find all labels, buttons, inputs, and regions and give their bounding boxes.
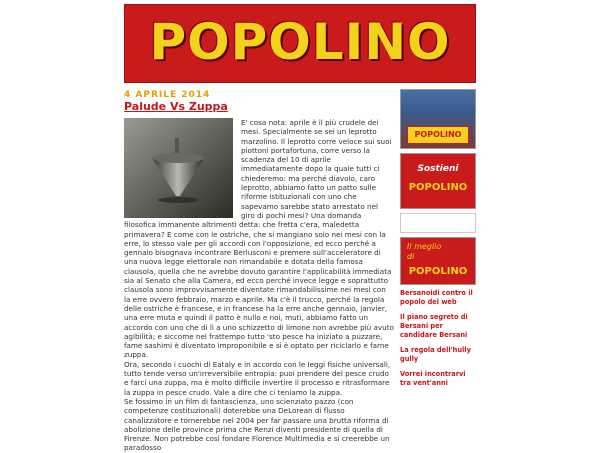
- sostieni-line1: Sostieni: [417, 164, 459, 174]
- sostieni-banner[interactable]: [400, 153, 476, 209]
- meglio-line2: di: [407, 252, 415, 261]
- best-of-link[interactable]: Il piano segreto di Bersani per candidare Bersani: [400, 313, 468, 339]
- meglio-line1: Il meglio: [407, 242, 442, 251]
- post-paragraph: Se fossimo in un film di fantascienza, uno scienziato pazzo (con competenze costituzionali) doterebbe una DeLorean di flusso canalizzatore e tornerebbe nel 2004 per far passare una brutta riforma di abolizione delle province prima che Renzi diventi presidente di quella di Firenze. Non potrebbe così fondare Florence Multimedia e si creerebbe un paradosso: [124, 396, 390, 453]
- post-title-link[interactable]: Palude Vs Zuppa: [124, 100, 228, 113]
- post-date: 4 APRILE 2014: [124, 90, 211, 100]
- sidebar-empty-box: [400, 213, 476, 233]
- best-of-link[interactable]: La regola dell'hully gully: [400, 346, 471, 363]
- blog-header-banner[interactable]: [124, 4, 476, 83]
- post-paragraph: E' cosa nota: aprile è il più crudele dei mesi. Specialmente se sei un leprotto marzolino. Il leprotto corre veloce sui suoi piottoni portafortuna, corre verso la scadenza del 10 di aprile immediatamente dopo la quale tutti ci chiederemo: ma perché diavolo, caro leprotto, abbiamo fatto un patto sulle riforme istituzionali con uno che sapevamo sarebbe stato arrestato nel giro di pochi mesi? Una domanda filosofica immanente altrimenti detta: che fretta c'era, maledetta primavera? E come con le ostriche, che si mangiano solo nei mesi con la erre, lo stesso vale per gli accordi con l'opposizione, ed ecco perché a gennaio bisognava incontrare Berlusconi e premere sull'acceleratore di una nuova legge elettorale non rimandabile e dotata della famosa clausola, quella che ne avrebbe dovuto garantire l'applicabilità immediata sia al Senato che alla Camera, ed ecco perché invece legge e soprattutto clausola sono improvvisamente diventate rimandabilissime nei mesi con la erre ovvero febbraio, marzo e aprile. Ma c'è il trucco, perché la regola delle ostriche è francese, e in francese ha la erre anche gennaio, janvier, una erre muta e quindi il patto è nullo e noi, muti, abbiamo fatto un accordo con uno che di lì a uno schizzetto di limone non avrebbe più avuto agibilità; e siccome nel frattempo tutto 'sto pesce ha iniziato a puzzare, fame sashimi è diventato improponibile e si è optato per riciclarlo e farne zuppa.: [124, 118, 394, 360]
- sostieni-line2: POPOLINO: [408, 182, 468, 193]
- blog-logo: POPOLINO: [149, 13, 451, 71]
- il-meglio-banner[interactable]: [400, 237, 476, 285]
- meglio-line3: POPOLINO: [408, 266, 468, 277]
- superhero-label: POPOLINO: [407, 126, 469, 144]
- best-of-links: [400, 289, 476, 388]
- post-body: [124, 118, 394, 453]
- superhero-banner[interactable]: [400, 89, 476, 149]
- sidebar: [400, 89, 476, 394]
- best-of-link[interactable]: Vorrei incontrarvi tra vent'anni: [400, 370, 466, 387]
- best-of-link[interactable]: Bersanoidi contro il popolo del web: [400, 289, 473, 306]
- post-paragraph: Ora, secondo i cuochi di Eataly e in accordo con le leggi fisiche universali, tutto tende verso un'irreversibile entropia: puoi prendere del pesce crudo e farci una zuppa, ma è molto difficile invertire il processo e ritrasformare la zuppa in pesce crudo. Vale a dire che ci teniamo la zuppa.: [124, 359, 391, 397]
- spinning-top-photo: [124, 118, 233, 218]
